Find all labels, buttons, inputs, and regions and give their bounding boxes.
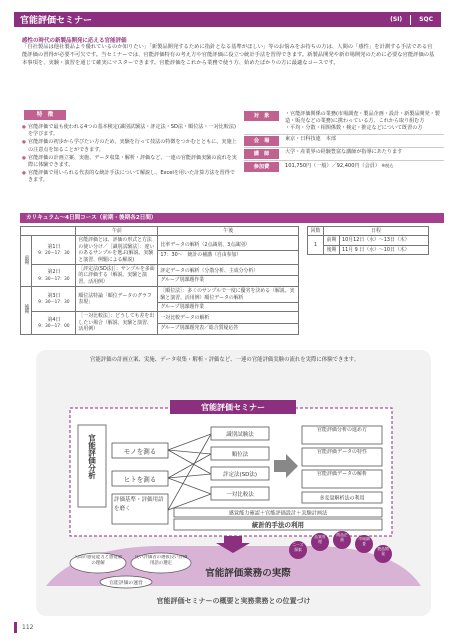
- right-item: 官能評価データの特性: [316, 449, 367, 455]
- course-code: (SI): [390, 16, 403, 23]
- method-item: 一対比較法: [226, 492, 254, 498]
- page-header: [14, 12, 441, 27]
- page-number: 112: [22, 624, 34, 631]
- feature-item: ● 官能評価の初歩から学びたい方のため、実験を行って技法の特徴をつかむとともに、実施上の注意点を知ることができます。: [22, 139, 237, 154]
- tax-note: ※税込: [381, 162, 394, 168]
- right-item: 官能評価分析の進め方: [316, 427, 367, 433]
- table-row: [308, 245, 429, 254]
- info-row-fee: [244, 161, 444, 173]
- schedule-date: 11月 9 日（水）〜10日（木）: [340, 245, 429, 254]
- info-label: 対 象: [244, 111, 279, 121]
- page-title: 官能評価セミナー: [20, 16, 93, 26]
- diagram-description: 官能評価の計画立案、実施、データ収集・解析・評価など、一連の官能評価実験の流れを実際に体験できます。: [90, 357, 360, 363]
- info-label: 参加費: [244, 162, 279, 172]
- seminar-label: 官能評価セミナー: [201, 403, 265, 412]
- schedule-half: 後期: [324, 245, 340, 254]
- feature-item: ● 官能評価の計画立案、実施、データ収集・解析・評価など、一連の官能評価実験の流れを実際に体験できます。: [22, 155, 237, 170]
- half-label: 後期: [21, 287, 32, 334]
- am-cell: ［一対比較法］：どうしても差を出したい場合（解説、実験と演習、活用例）: [76, 312, 158, 334]
- info-label: 講 師: [244, 149, 279, 159]
- info-row-target: [244, 110, 444, 135]
- info-value: ・官能評価関係の業務(市場調査・製品企画・設計・新製品開発・製造・販売などの業務)に携わっている方、これから取り組む方 ・平均・分散・相関係数・検定・推定などについて既習の方: [285, 111, 440, 132]
- am-cell: 官能評価とは、評価の形式と方法の使い分け／［識別試験法］：違いのあるサンプルを選ぶ(解説、実験と演習、例題による解説): [76, 236, 158, 265]
- hito-label: ヒトを測る: [123, 475, 157, 484]
- balloon-text: 官能評価の運営: [109, 581, 143, 586]
- curriculum-title: カリキュラム〜4日間コース（前期・後期各2日間）: [20, 213, 444, 223]
- diagram-svg: [36, 350, 431, 596]
- kijun-label: 評価基準・評価用語を磨く: [114, 497, 164, 512]
- method-item: 順位法: [231, 452, 249, 458]
- curriculum-table: [20, 226, 299, 335]
- header-am: 午前: [76, 227, 158, 236]
- table-row: [308, 236, 429, 245]
- day-cell: 第2日 9：30〜17：30: [32, 265, 76, 287]
- circle-label: 製品開発: [377, 547, 389, 556]
- category-code: SQC: [419, 16, 433, 23]
- pm-cell: ［順位法］：多くのサンプルで一度に優劣を決める（解説、実験と演習、活用例）順位データの解析 グループ別課題作業: [158, 287, 299, 312]
- right-item: 多変量解析法の利用: [319, 495, 365, 502]
- info-value: [285, 162, 444, 172]
- table-row: [21, 236, 299, 265]
- header-pm: 午後: [158, 227, 299, 236]
- half-label: 前期: [21, 236, 32, 287]
- day-cell: 第3日 9：30〜17：30: [32, 287, 76, 312]
- pm-cell: 評定データの解析（分散分析、主成分分析） グループ別課題作業: [158, 265, 299, 287]
- features-label: 特 徴: [24, 110, 66, 120]
- section-subtitle: 感性の時代の新製品開発に応える官能評価: [22, 38, 127, 44]
- feature-item: ● 官能評価で用いられる代表的な統計手法について解説し、Excelを用いた計算方法を習得できます。: [22, 170, 237, 185]
- am-cell: 順位法特論「順位データのグラフ表現」: [76, 287, 158, 312]
- diagram-caption: 官能評価セミナーの概要と実務業務との位置づけ: [156, 597, 311, 605]
- page-marker: [14, 622, 17, 633]
- circle-label: 品質管理: [314, 535, 326, 544]
- right-item: 官能評価データの解析: [316, 471, 367, 477]
- day-cell: 第1日 9：20〜17：30: [32, 236, 76, 265]
- circle-label: 商品企画: [336, 533, 348, 542]
- intro-text: 「自社製品は他社製品より優れているのか知りたい」「新製品開発するために指針となる基準がほしい」等のお悩みをお持ちの方は、人間の「感性」を計測する手法である官能評価の習得が必要不可欠です。当セミナーでは、官能評価特有の考え方や官能評価に役立つ統計手法を習得できます。新製品開発や新市場開発のために必要な官能評価の基本事項を、実験・演習を通じて確実にマスターできます。官能評価をこれから業務で使う方、始めたばかりの方に最適なコースです。: [22, 44, 435, 67]
- band2-label: 統計的手法の利用: [252, 521, 304, 529]
- fee-amount: 101,750円（一般）／92,400円（会員）: [285, 162, 380, 169]
- table-row: [21, 287, 299, 312]
- pm-cell: 一対比較データの解析 グループ別課題発表／総合質疑応答: [158, 312, 299, 334]
- course-info: [244, 110, 444, 173]
- circle-label: 市場調査: [358, 537, 370, 546]
- table-row: [21, 265, 299, 287]
- balloon-text: 良い評価者の選抜良い評価用語の選定: [134, 555, 188, 566]
- schedule-header-count: 回数: [308, 227, 324, 236]
- info-row-lecturer: [244, 148, 444, 161]
- method-item: 識別試験法: [226, 432, 254, 438]
- mono-label: モノを測る: [123, 447, 157, 456]
- info-row-venue: [244, 135, 444, 148]
- info-label: 会 場: [244, 136, 279, 146]
- schedule-half: 前期: [324, 236, 340, 245]
- info-value: 大学・産業界の経験豊富な講師が指導にあたります: [285, 148, 403, 155]
- band1-label: 感覚能力確認＋官能評価設計＋実験計画法: [228, 510, 328, 517]
- overview-diagram: [36, 350, 431, 616]
- info-value: 東京・日科技連 本部: [285, 135, 336, 142]
- method-item: 評定法(SD法): [222, 472, 258, 478]
- schedule-date: 10月12日（水）〜13日（木）: [340, 236, 429, 245]
- table-row: [21, 312, 299, 334]
- feature-item: ● 官能評価で最も使われる4つの基本検定(識別試験法・評定法・SD法・順位法・一対比較法)を学びます。: [22, 124, 237, 139]
- pm-cell: 比率データの解析（2点識別、3点識別） 17：30〜 統計の補講（自由参加）: [158, 236, 299, 265]
- analysis-label: 官能評価分析: [87, 434, 97, 479]
- circle-label: ニーズ探索: [292, 543, 304, 552]
- balloon-text: 人間の感覚能力と感覚量の理解: [73, 555, 123, 566]
- schedule-header-dates: 日程: [324, 227, 429, 236]
- features-list: [22, 124, 237, 185]
- am-cell: ［評定法(SD法)］：サンプルを多面的に評価する（解説、実験と演習、活用例）: [76, 265, 158, 287]
- practice-label: 官能評価業務の実際: [205, 568, 291, 579]
- day-cell: 第4日 9：30〜17：00: [32, 312, 76, 334]
- schedule-table: [307, 226, 429, 255]
- table-header-row: [21, 227, 299, 236]
- session-number: 1: [308, 236, 324, 255]
